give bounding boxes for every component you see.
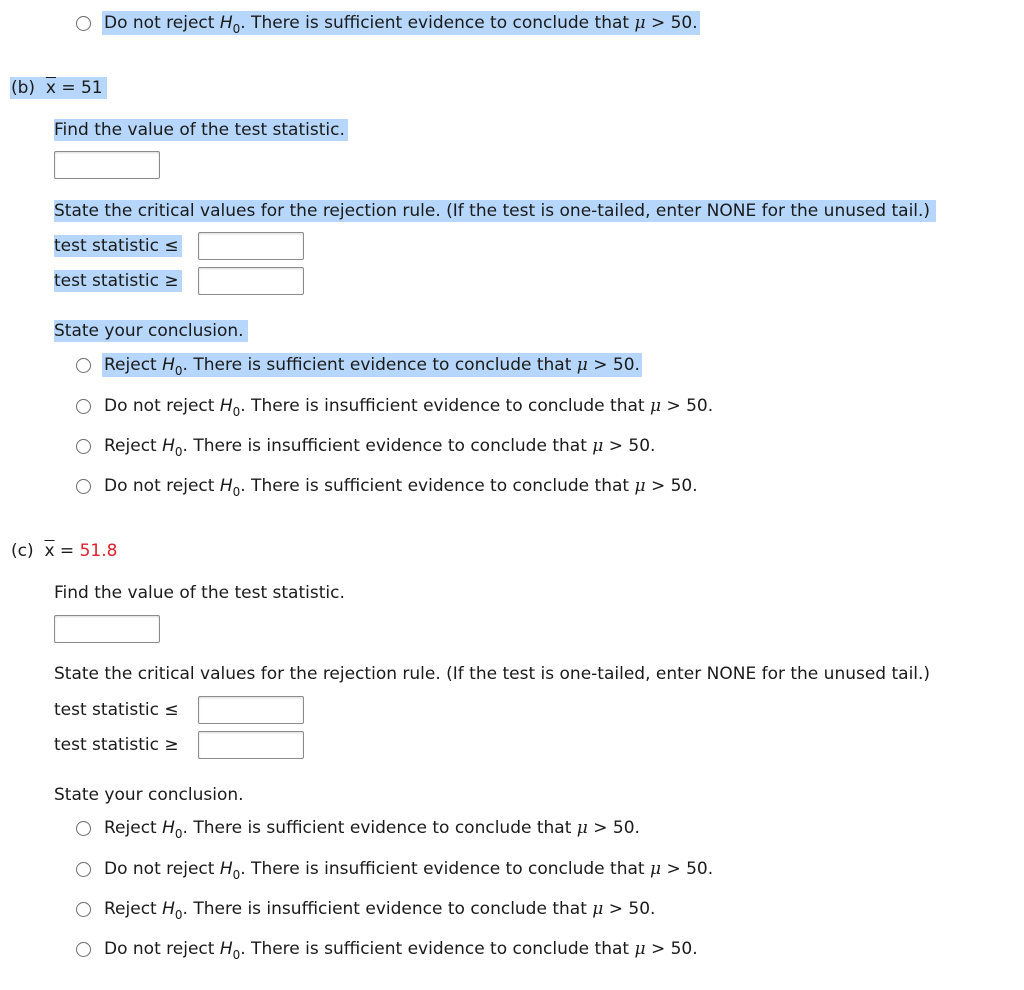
radio-button[interactable] bbox=[76, 399, 91, 414]
lower-critical-input[interactable] bbox=[198, 232, 304, 260]
x-bar-symbol: $\overline{x}$ bbox=[45, 78, 56, 98]
part-b-label: (b) bbox=[11, 78, 36, 98]
radio-button[interactable] bbox=[76, 942, 91, 957]
part-c-option-2[interactable] bbox=[76, 856, 715, 882]
radio-button[interactable] bbox=[76, 862, 91, 877]
part-c-header bbox=[10, 540, 121, 562]
equals-sign: = bbox=[54, 541, 80, 561]
lower-critical-label: test statistic ≤ bbox=[54, 235, 182, 257]
radio-button[interactable] bbox=[76, 16, 91, 31]
option-text: Do not reject $H_0$. There is insufficient evidence to conclude that μ > 50. bbox=[104, 859, 714, 882]
option-text: Do not reject $H_0$. There is insufficient evidence to conclude that μ > 50. bbox=[104, 396, 714, 419]
part-b-option-1[interactable] bbox=[76, 352, 642, 378]
part-c-option-1[interactable] bbox=[76, 815, 642, 841]
radio-button[interactable] bbox=[76, 439, 91, 454]
upper-critical-input[interactable] bbox=[198, 267, 304, 295]
conclusion-prompt: State your conclusion. bbox=[54, 785, 244, 805]
x-bar-value: 51.8 bbox=[79, 541, 118, 561]
radio-button[interactable] bbox=[76, 479, 91, 494]
part-b-header bbox=[10, 77, 107, 99]
radio-button[interactable] bbox=[76, 821, 91, 836]
x-bar-symbol: $\overline{x}$ bbox=[44, 541, 55, 561]
option-text: Do not reject $H_0$. There is sufficient evidence to conclude that μ > 50. bbox=[104, 939, 698, 962]
option-text: Reject $H_0$. There is sufficient evidence to conclude that μ > 50. bbox=[104, 355, 640, 378]
upper-critical-label: test statistic ≥ bbox=[54, 270, 182, 292]
option-text: Do not reject $H_0$. There is sufficient evidence to conclude that μ > 50. bbox=[104, 13, 698, 36]
part-c-label: (c) bbox=[11, 541, 34, 561]
part-b-option-4[interactable] bbox=[76, 473, 700, 499]
part-c-option-3[interactable] bbox=[76, 896, 657, 922]
part-b-option-2[interactable] bbox=[76, 393, 715, 419]
lower-critical-label: test statistic ≤ bbox=[54, 700, 179, 720]
lower-critical-input[interactable] bbox=[198, 696, 304, 724]
option-text: Reject $H_0$. There is insufficient evidence to conclude that μ > 50. bbox=[104, 436, 656, 459]
x-bar-value: = 51 bbox=[55, 78, 103, 98]
radio-button[interactable] bbox=[76, 902, 91, 917]
test-statistic-input[interactable] bbox=[54, 615, 160, 643]
part-c-option-4[interactable] bbox=[76, 936, 700, 962]
critical-values-prompt: State the critical values for the rejection rule. (If the test is one-tailed, enter NONE for the unused tail.) bbox=[54, 664, 931, 684]
part-b-option-3[interactable] bbox=[76, 433, 657, 459]
option-text: Do not reject $H_0$. There is sufficient evidence to conclude that μ > 50. bbox=[104, 476, 698, 499]
radio-button[interactable] bbox=[76, 358, 91, 373]
critical-values-prompt: State the critical values for the rejection rule. (If the test is one-tailed, enter NONE for the unused tail.) bbox=[54, 200, 936, 222]
find-test-statistic-prompt: Find the value of the test statistic. bbox=[54, 119, 348, 141]
upper-critical-label: test statistic ≥ bbox=[54, 735, 179, 755]
find-test-statistic-prompt: Find the value of the test statistic. bbox=[54, 583, 345, 603]
part-a-option-4[interactable] bbox=[76, 10, 700, 36]
conclusion-prompt: State your conclusion. bbox=[54, 320, 248, 342]
option-text: Reject $H_0$. There is sufficient evidence to conclude that μ > 50. bbox=[104, 818, 640, 841]
upper-critical-input[interactable] bbox=[198, 731, 304, 759]
option-text: Reject $H_0$. There is insufficient evidence to conclude that μ > 50. bbox=[104, 899, 656, 922]
test-statistic-input[interactable] bbox=[54, 151, 160, 179]
